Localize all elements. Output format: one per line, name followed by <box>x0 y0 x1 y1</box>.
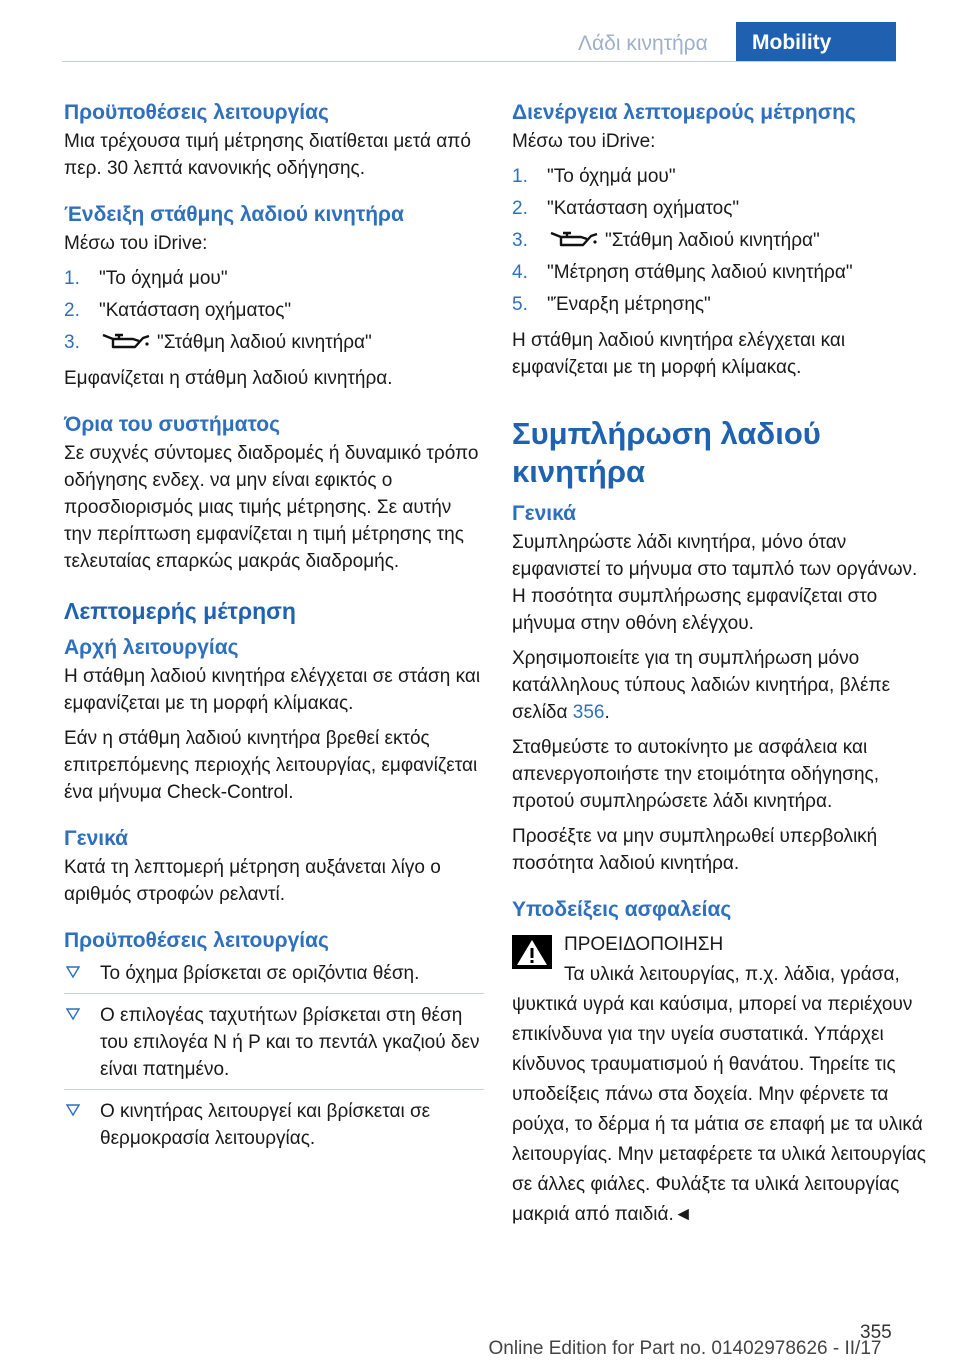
list-item <box>512 163 932 195</box>
list-item <box>64 960 484 994</box>
paragraph: Μέσω του iDrive: <box>64 233 208 254</box>
list-item <box>512 227 932 259</box>
step-text: "Το όχημά μου" <box>547 166 676 187</box>
left-column <box>64 98 484 1166</box>
edition-text: Online Edition for Part no. 01402978626 - II/17 <box>488 1338 882 1359</box>
list-item <box>64 329 484 361</box>
right-column <box>512 98 932 1230</box>
heading-safety-notes: Υποδείξεις ασφαλείας <box>512 898 732 921</box>
heading-general: Γενικά <box>64 827 129 850</box>
triangle-bullet-icon <box>66 965 80 979</box>
page-number: 355 <box>860 1322 892 1343</box>
step-number: 4. <box>512 262 528 283</box>
step-text: "Έναρξη μέτρησης" <box>547 294 711 315</box>
bullet-text: Ο κινητήρας λειτουργεί και βρίσκεται σε θερμοκρασία λειτουργίας. <box>100 1101 431 1149</box>
paragraph-text: Χρησιμοποιείτε για τη συμπλήρωση μόνο κατάλληλους τύπους λαδιών κινητήρα, βλέπε σελίδα <box>512 648 891 723</box>
paragraph <box>512 645 932 726</box>
list-item <box>512 291 932 323</box>
heading-general: Γενικά <box>512 502 577 525</box>
prerequisite-list <box>64 960 484 1158</box>
warning-text <box>512 960 932 1230</box>
chapter-tab-label: Mobility <box>752 31 832 54</box>
step-text: "Το όχημά μου" <box>99 268 228 289</box>
oil-can-icon <box>547 228 599 250</box>
idrive-steps <box>64 265 484 361</box>
heading-principle: Αρχή λειτουργίας <box>64 636 239 659</box>
step-text: "Στάθμη λαδιού κινητήρα" <box>605 230 820 251</box>
warning-icon <box>512 935 552 969</box>
heading-oil-level-display: Ένδειξη στάθμης λαδιού κινητήρα <box>64 203 404 226</box>
heading-prerequisites-2: Προϋποθέσεις λειτουργίας <box>64 929 329 952</box>
header-divider <box>62 61 896 62</box>
paragraph: Εμφανίζεται η στάθμη λαδιού κινητήρα. <box>64 368 393 389</box>
heading-system-limits: Όρια του συστήματος <box>64 413 281 436</box>
step-number: 1. <box>64 268 80 289</box>
list-item <box>512 195 932 227</box>
paragraph: Κατά τη λεπτομερή μέτρηση αυξάνεται λίγο ο αριθμός στροφών ρελαντί. <box>64 857 441 905</box>
heading-prerequisites: Προϋποθέσεις λειτουργίας <box>64 101 329 124</box>
step-text: "Μέτρηση στάθμης λαδιού κινητήρα" <box>547 262 853 283</box>
chapter-tab <box>736 22 896 62</box>
bullet-text: Το όχημα βρίσκεται σε οριζόντια θέση. <box>100 963 420 984</box>
warning-text-rest: ψυκτικά υγρά και καύσιμα, μπορεί να περιέχουν επικίνδυνα για την υγεία συστατικά. Υπάρχει κίνδυνος τραυματισμού ή θανάτου. Τηρείτε τις υποδείξεις πάνω στα δοχεία. Μην φέρνετε τα ρούχα, το δέρμα ή τα μάτια σε επαφή με τα υλικά λειτουργίας. Μην μεταφέρετε τα υλικά λειτουργίας σε άλλες φιάλες. Φυλάξτε τα υλικά λειτουργίας μακριά από παιδιά.◄ <box>512 994 926 1225</box>
idrive-steps <box>512 163 932 323</box>
triangle-bullet-icon <box>66 1007 80 1021</box>
step-number: 1. <box>512 166 528 187</box>
paragraph: Σε συχνές σύντομες διαδρομές ή δυναμικό τρόπο οδήγησης ενδεχ. να μην είναι εφικτός ο προσδιορισμός μιας τιμής μέτρησης. Σε αυτήν την περίπτωση εμφανίζεται η τιμή μέτρησης της τελευταίας επαρκώς μακράς διαδρομής. <box>64 443 479 572</box>
paragraph: Η στάθμη λαδιού κινητήρα ελέγχεται σε στάση και εμφανίζεται με τη μορφή κλίμακας. <box>64 666 481 714</box>
list-item <box>64 297 484 329</box>
warning-title: ΠΡΟΕΙΔΟΠΟΙΗΣΗ <box>564 934 724 955</box>
paragraph: Σταθμεύστε το αυτοκίνητο με ασφάλεια και απενεργοποιήστε την ετοιμότητα οδήγησης, προτού συμπληρώσετε λάδι κινητήρα. <box>512 737 879 812</box>
step-number: 3. <box>512 230 528 251</box>
page-header <box>0 0 960 62</box>
section-title: Λάδι κινητήρα <box>578 32 708 55</box>
list-item <box>64 1002 484 1090</box>
step-number: 5. <box>512 294 528 315</box>
step-text: "Κατάσταση οχήματος" <box>547 198 740 219</box>
list-item <box>64 265 484 297</box>
paragraph: Συμπληρώστε λάδι κινητήρα, μόνο όταν εμφανιστεί το μήνυμα στο ταμπλό των οργάνων. Η ποσότητα συμπλήρωσης εμφανίζεται στο μήνυμα στην οθόνη ελέγχου. <box>512 532 918 634</box>
heading-detailed-measurement: Λεπτομερής μέτρηση <box>64 598 296 624</box>
step-text: "Στάθμη λαδιού κινητήρα" <box>157 332 372 353</box>
step-text: "Κατάσταση οχήματος" <box>99 300 292 321</box>
edition-footer <box>0 1338 960 1360</box>
heading-oil-top-up: Συμπλήρωση λαδιού κινητήρα <box>512 416 821 489</box>
step-number: 2. <box>512 198 528 219</box>
paragraph: Μια τρέχουσα τιμή μέτρησης διατίθεται μετά από περ. 30 λεπτά κανονικής οδήγησης. <box>64 131 471 179</box>
page-reference-link[interactable]: 356 <box>572 702 605 723</box>
list-item <box>512 259 932 291</box>
step-number: 2. <box>64 300 80 321</box>
step-number: 3. <box>64 332 80 353</box>
paragraph-text: . <box>604 702 610 723</box>
paragraph: Προσέξτε να μην συμπληρωθεί υπερβολική ποσότητα λαδιού κινητήρα. <box>512 826 878 874</box>
paragraph: Μέσω του iDrive: <box>512 131 656 152</box>
warning-block <box>512 931 932 1230</box>
oil-can-icon <box>99 330 151 352</box>
list-item <box>64 1098 484 1158</box>
paragraph: Η στάθμη λαδιού κινητήρα ελέγχεται και εμφανίζεται με τη μορφή κλίμακας. <box>512 330 846 378</box>
bullet-text: Ο επιλογέας ταχυτήτων βρίσκεται στη θέση του επιλογέα N ή P και το πεντάλ γκαζιού δεν είναι πατημένο. <box>100 1005 480 1080</box>
triangle-bullet-icon <box>66 1103 80 1117</box>
warning-text-line: Τα υλικά λειτουργίας, π.χ. λάδια, γράσα, <box>564 964 900 985</box>
paragraph: Εάν η στάθμη λαδιού κινητήρα βρεθεί εκτός επιτρεπόμενης περιοχής λειτουργίας, εμφανίζεται ένα μήνυμα Check-Control. <box>64 728 478 803</box>
heading-perform-measurement: Διενέργεια λεπτομερούς μέτρησης <box>512 101 856 124</box>
